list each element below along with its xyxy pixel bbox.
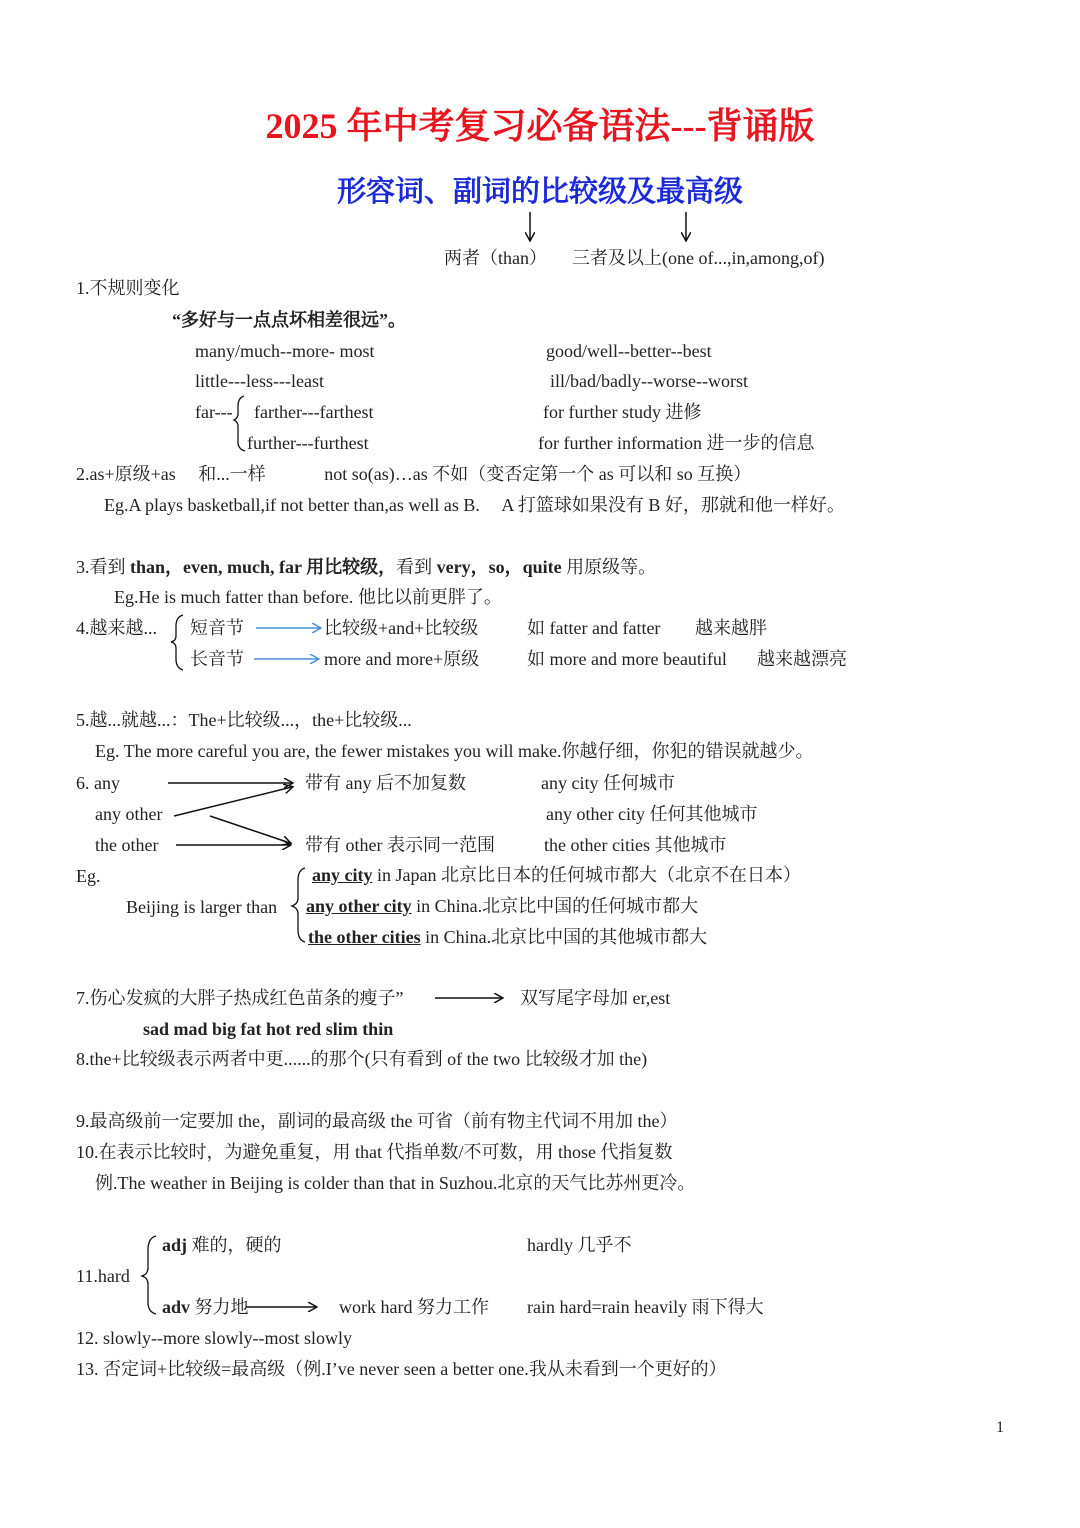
s1-row1-right: good/well--better--best: [546, 341, 712, 361]
s4-short-eg: 如 fatter and fatter: [527, 618, 661, 638]
s6-line2-text: in China.北京比中国的任何城市都大: [411, 896, 699, 916]
s6-any: 6. any: [76, 773, 120, 793]
s6-eg: Eg.: [76, 866, 101, 886]
s1-mnemonic: “多好与一点点坏相差很远”。: [172, 310, 406, 330]
s1-row1-left: many/much--more- most: [195, 341, 375, 361]
s4-long-eg: 如 more and more beautiful: [527, 649, 727, 669]
s8-line: 8.the+比较级表示两者中更......的那个(只有看到 of the two 比较级才加 the): [76, 1049, 648, 1069]
s11-adj: adj: [162, 1235, 188, 1255]
s11-adv: adv: [162, 1297, 191, 1317]
far-brace: [234, 396, 245, 451]
s11-adv-cn: 努力地: [190, 1297, 249, 1317]
s4-short: 短音节: [190, 618, 244, 638]
s7-words: sad mad big fat hot red slim thin: [143, 1019, 394, 1039]
s6-arrow-zigzag: [174, 787, 292, 816]
s11-label: 11.hard: [76, 1266, 130, 1286]
s6-ex2: any other city 任何其他城市: [546, 804, 758, 824]
s6-the-other: the other: [95, 835, 159, 855]
s6-line1: [312, 863, 801, 887]
s3-part1: 3.看到: [76, 557, 130, 577]
s3-part5: 用原级等。: [561, 557, 657, 577]
s2-eg: Eg.A plays basketball,if not better than,as well as B. A 打篮球如果没有 B 好，那就和他一样好。: [104, 495, 845, 515]
page-number: 1: [996, 1419, 1004, 1436]
s13-line: 13. 否定词+比较级=最高级（例.I’ve never seen a better one.我从未看到一个更好的）: [76, 1359, 727, 1379]
s1-note1: for further study 进修: [543, 402, 702, 422]
s11-adv-line: [162, 1295, 249, 1319]
s1-row2-right: ill/bad/badly--worse--worst: [550, 371, 748, 391]
s6-rule2: 带有 other 表示同一范围: [305, 835, 495, 855]
s1-heading: 1.不规则变化: [76, 278, 180, 298]
s4-label: 4.越来越...: [76, 618, 157, 638]
s4-long-cn: 越来越漂亮: [757, 649, 847, 669]
s11-hardly: hardly 几乎不: [527, 1235, 632, 1255]
three-label: 三者及以上(one of...,in,among,of): [572, 248, 825, 268]
s1-note2: for further information 进一步的信息: [538, 433, 815, 453]
s11-brace: [142, 1236, 156, 1314]
s6-any-other: any other: [95, 804, 163, 824]
s1-far-b: further---furthest: [247, 433, 369, 453]
s9-line: 9.最高级前一定要加 the，副词的最高级 the 可省（前有物主代词不用加 the）: [76, 1111, 678, 1131]
s1-far-a: farther---farthest: [254, 402, 374, 422]
s6-subject: Beijing is larger than: [126, 897, 278, 917]
s6-line3-text: in China.北京比中国的其他城市都大: [420, 927, 708, 947]
s4-long: 长音节: [190, 649, 244, 669]
s11-rain: rain hard=rain heavily 雨下得大: [527, 1297, 764, 1317]
s4-short-cn: 越来越胖: [695, 618, 767, 638]
s11-adj-line: [162, 1233, 282, 1257]
s5-line: 5.越...就越...：The+比较级...，the+比较级...: [76, 710, 412, 730]
s7-rule: 双写尾字母加 er,est: [520, 988, 671, 1008]
s3-part2: than，even, much, far 用比较级，: [130, 557, 397, 577]
s2-line: 2.as+原级+as 和...一样 not so(as)…as 不如（变否定第一个 as 可以和 so 互换）: [76, 464, 752, 484]
s6-ex1: any city 任何城市: [541, 773, 675, 793]
s1-far-label: far---: [195, 402, 233, 422]
s11-adj-cn: 难的，硬的: [187, 1235, 282, 1255]
page-title: 2025 年中考复习必备语法---背诵版: [265, 106, 815, 146]
s7-line: 7.伤心发疯的大胖子热成红色苗条的瘦子”: [76, 988, 404, 1008]
s10-eg: 例.The weather in Beijing is colder than that in Suzhou.北京的天气比苏州更冷。: [95, 1173, 696, 1193]
s3-part3: 看到: [396, 557, 437, 577]
s4-brace: [171, 615, 183, 670]
s6-line2: [306, 894, 698, 918]
s4-long-rule: more and more+原级: [324, 649, 480, 669]
s6-ex3: the other cities 其他城市: [544, 835, 727, 855]
s6-line2-key: any other city: [306, 896, 412, 916]
page-subtitle: 形容词、副词的比较级及最高级: [336, 176, 743, 208]
s6-line3-key: the other cities: [308, 927, 421, 947]
s3-part4: very，so，quite: [436, 557, 562, 577]
two-label: 两者（than）: [444, 248, 547, 268]
s3-eg: Eg.He is much fatter than before. 他比以前更胖了。: [114, 587, 502, 607]
s6-arrow-zigzag-2: [210, 816, 290, 843]
s4-short-rule: 比较级+and+比较级: [324, 618, 479, 638]
s3-line: [76, 555, 656, 579]
s11-work: work hard 努力工作: [339, 1297, 489, 1317]
s6-line3: [308, 925, 707, 949]
s5-eg: Eg. The more careful you are, the fewer mistakes you will make.你越仔细，你犯的错误就越少。: [95, 741, 814, 761]
s6-rule1: 带有 any 后不加复数: [305, 773, 466, 793]
s6-line1-text: in Japan 北京比日本的任何城市都大（北京不在日本）: [372, 865, 801, 885]
s10-line: 10.在表示比较时，为避免重复，用 that 代指单数/不可数，用 those 代指复数: [76, 1142, 673, 1162]
s6-brace: [292, 868, 305, 942]
s6-line1-key: any city: [312, 865, 373, 885]
s12-line: 12. slowly--more slowly--most slowly: [76, 1328, 352, 1348]
s1-row2-left: little---less---least: [195, 371, 324, 391]
